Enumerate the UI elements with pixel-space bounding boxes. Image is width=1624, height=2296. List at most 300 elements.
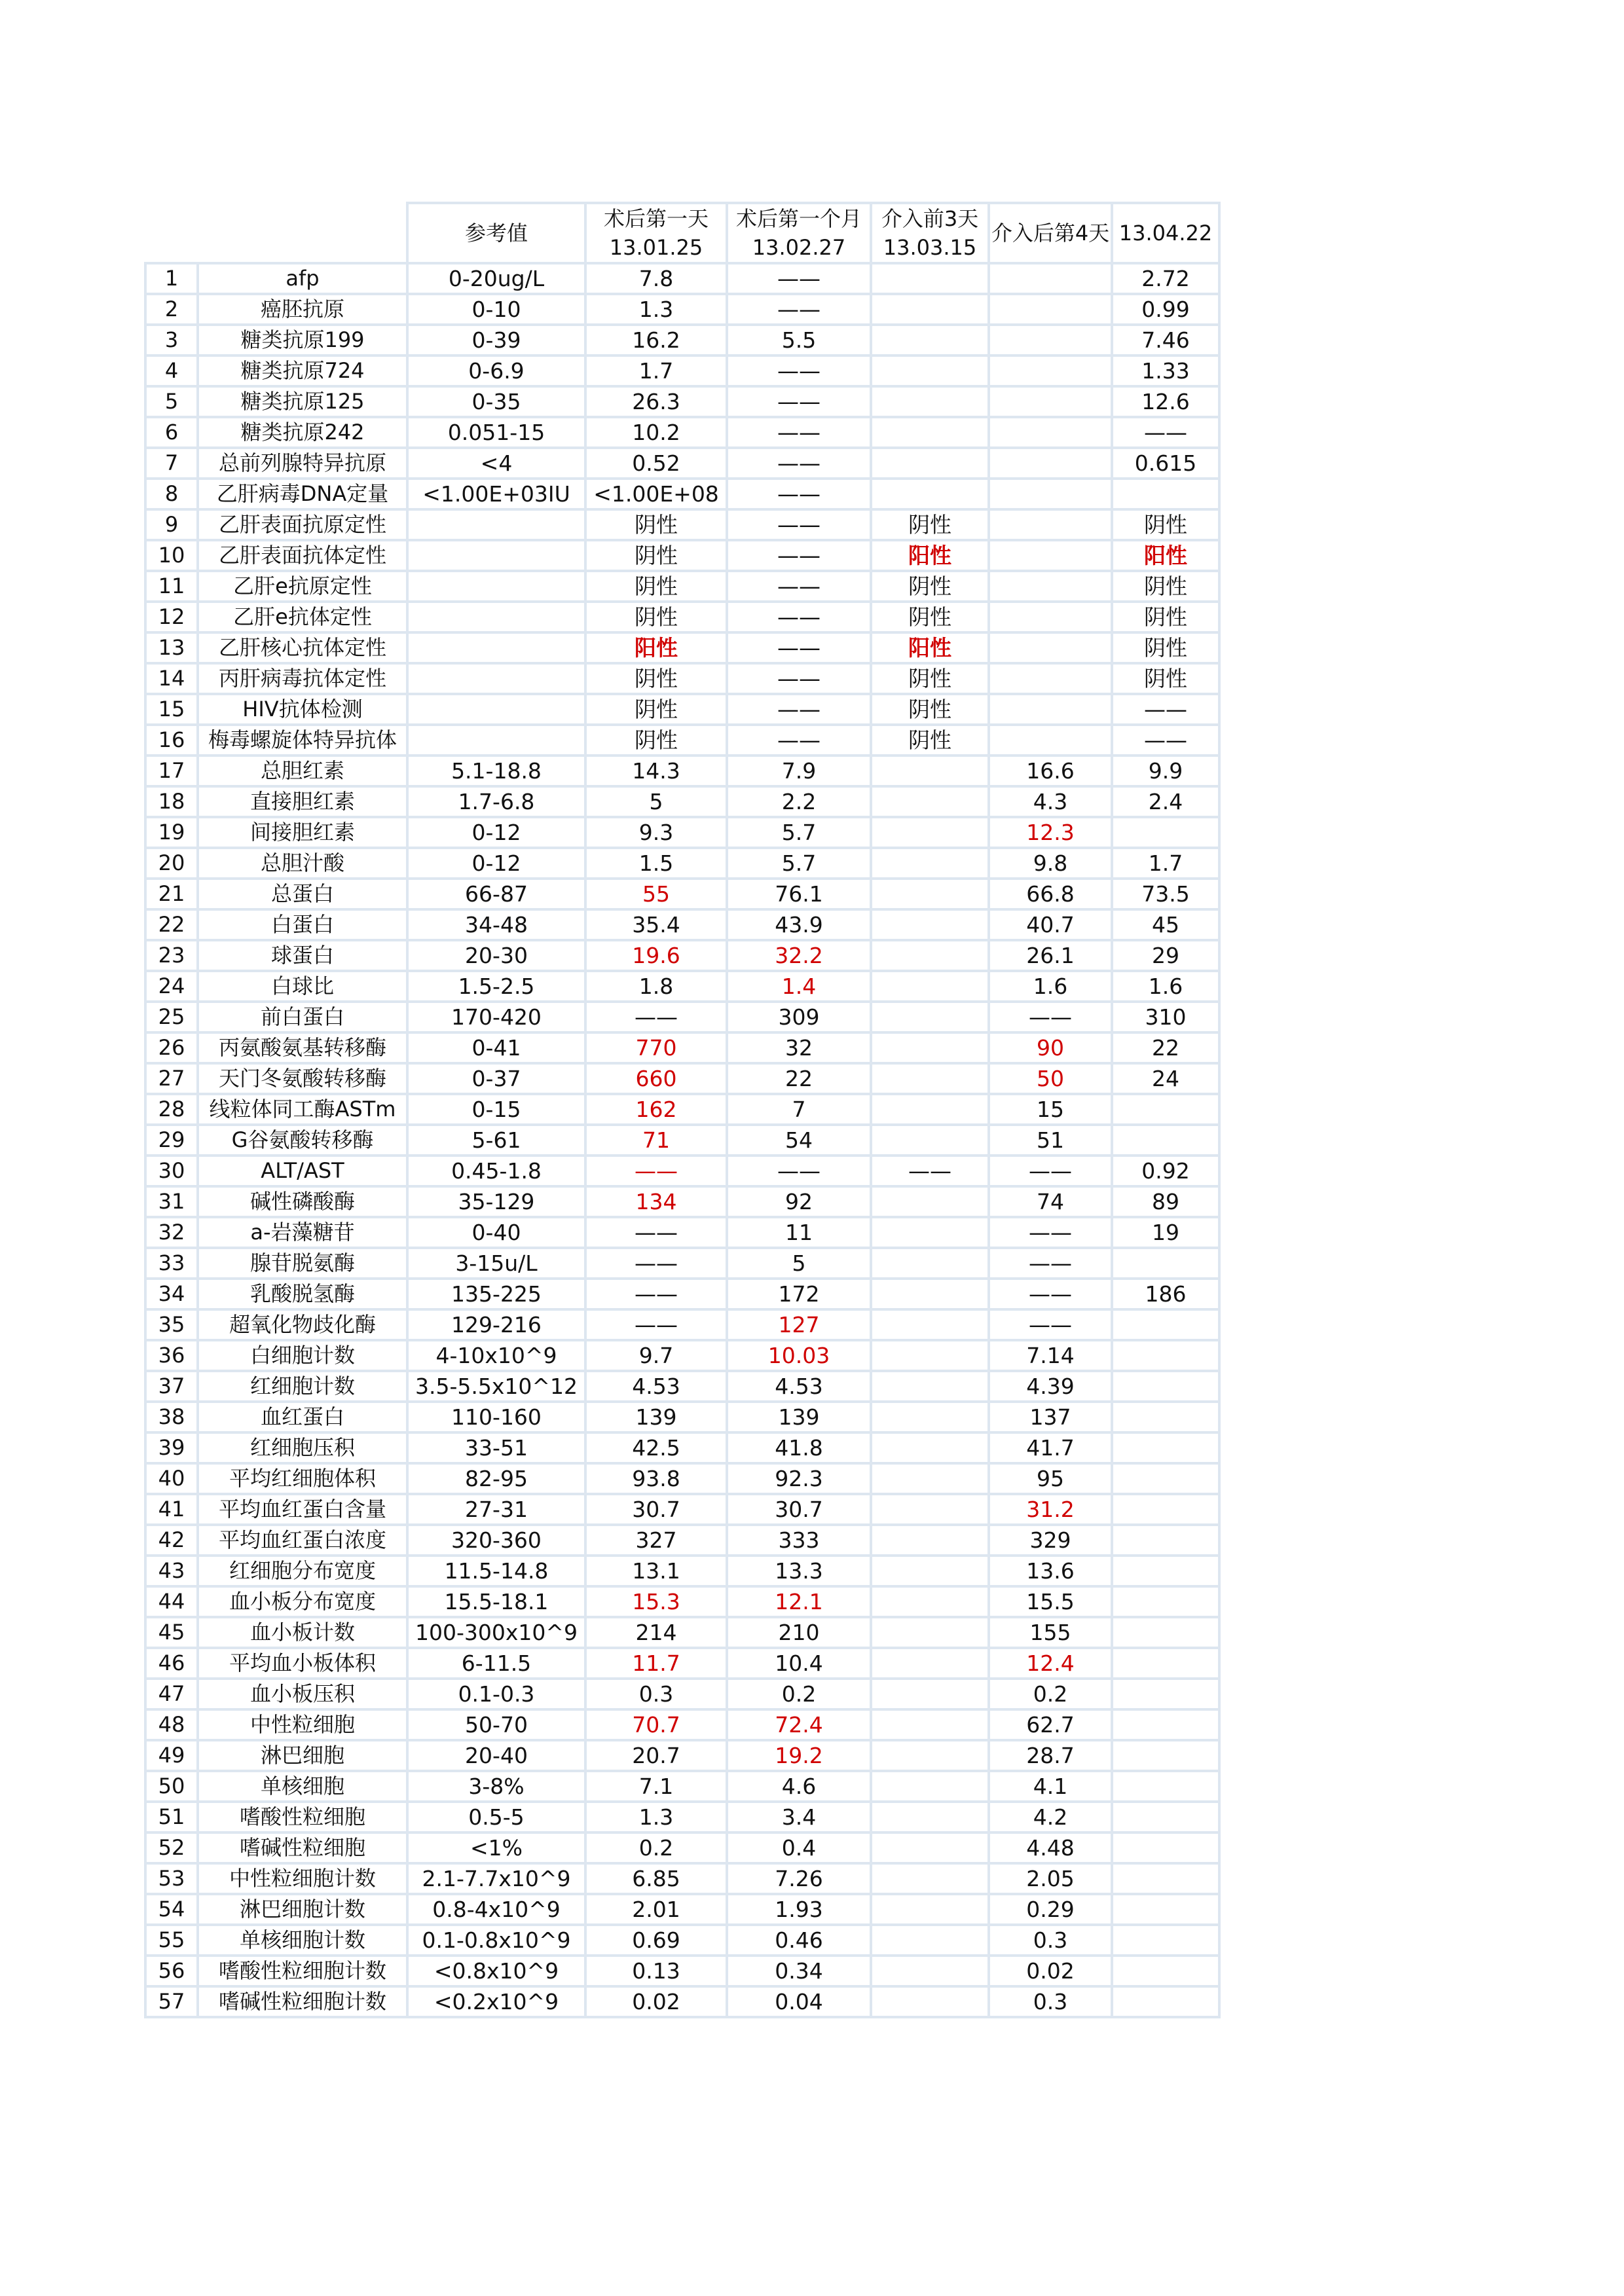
result-value: 327 (584, 1523, 726, 1554)
test-name: 平均血红蛋白含量 (196, 1493, 406, 1523)
result-value (987, 293, 1111, 323)
test-name: ALT/AST (196, 1154, 406, 1185)
table-row (144, 508, 1218, 539)
reference-range: 0-12 (406, 847, 584, 877)
result-value: 7.46 (1111, 323, 1218, 354)
result-value (1111, 1954, 1218, 1985)
result-value: 4.2 (987, 1800, 1111, 1831)
result-value: 阴性 (584, 570, 726, 600)
table-row (144, 1923, 1218, 1954)
result-value: 32 (726, 1031, 870, 1062)
result-value: 41.8 (726, 1431, 870, 1462)
reference-range: 82-95 (406, 1462, 584, 1493)
table-row (144, 385, 1218, 416)
reference-range: 11.5-14.8 (406, 1554, 584, 1585)
result-value: 0.3 (584, 1677, 726, 1708)
result-value: 42.5 (584, 1431, 726, 1462)
row-index: 47 (144, 1677, 196, 1708)
result-value: 1.33 (1111, 354, 1218, 385)
result-value (1111, 477, 1218, 508)
reference-range: 66-87 (406, 877, 584, 908)
result-value: 26.1 (987, 939, 1111, 970)
result-value: 93.8 (584, 1462, 726, 1493)
row-index: 43 (144, 1554, 196, 1585)
table-row (144, 600, 1218, 631)
result-value: 11 (726, 1216, 870, 1247)
reference-range: <1.00E+03IU (406, 477, 584, 508)
table-row (144, 939, 1218, 970)
result-value: —— (726, 508, 870, 539)
result-value: 19 (1111, 1216, 1218, 1247)
result-value (870, 293, 987, 323)
result-value: 40.7 (987, 908, 1111, 939)
row-index: 29 (144, 1123, 196, 1154)
result-value: 0.29 (987, 1893, 1111, 1923)
reference-range: 320-360 (406, 1523, 584, 1554)
row-index: 50 (144, 1770, 196, 1800)
result-value: 35.4 (584, 908, 726, 939)
test-name: 乙肝表面抗原定性 (196, 508, 406, 539)
header-reference: 参考值 (406, 202, 584, 262)
result-value (870, 816, 987, 847)
result-value (1111, 1923, 1218, 1954)
test-name: 红细胞分布宽度 (196, 1554, 406, 1585)
row-index: 17 (144, 754, 196, 785)
test-name: 嗜碱性粒细胞计数 (196, 1985, 406, 2016)
table-row (144, 908, 1218, 939)
result-value: 0.4 (726, 1831, 870, 1862)
result-value: 770 (584, 1031, 726, 1062)
reference-range: 6-11.5 (406, 1647, 584, 1677)
table-header (144, 202, 1218, 262)
reference-range: 50-70 (406, 1708, 584, 1739)
header-row (144, 202, 1218, 262)
result-value (870, 970, 987, 1000)
result-value: 127 (726, 1308, 870, 1339)
result-value: 0.04 (726, 1985, 870, 2016)
result-value (870, 1031, 987, 1062)
result-value: 139 (584, 1400, 726, 1431)
test-name: 糖类抗原242 (196, 416, 406, 446)
row-index: 2 (144, 293, 196, 323)
test-name: 血小板计数 (196, 1616, 406, 1647)
result-value: 阴性 (870, 600, 987, 631)
result-value: 0.615 (1111, 446, 1218, 477)
result-value: 7.14 (987, 1339, 1111, 1370)
reference-range: 100-300x10^9 (406, 1616, 584, 1647)
result-value: 阴性 (584, 508, 726, 539)
row-index: 6 (144, 416, 196, 446)
row-index: 53 (144, 1862, 196, 1893)
result-value: 92 (726, 1185, 870, 1216)
result-value: 4.3 (987, 785, 1111, 816)
result-value: 15.3 (584, 1585, 726, 1616)
table-row (144, 785, 1218, 816)
reference-range: 0-41 (406, 1031, 584, 1062)
result-value: 2.01 (584, 1893, 726, 1923)
result-value: 62.7 (987, 1708, 1111, 1739)
reference-range (406, 723, 584, 754)
result-value (870, 1277, 987, 1308)
result-value: 7.8 (584, 262, 726, 293)
result-value (1111, 1370, 1218, 1400)
row-index: 56 (144, 1954, 196, 1985)
reference-range: 3-8% (406, 1770, 584, 1800)
test-name: 淋巴细胞 (196, 1739, 406, 1770)
result-value: 4.53 (584, 1370, 726, 1400)
table-row (144, 1216, 1218, 1247)
result-value: 阴性 (1111, 631, 1218, 662)
result-value: 阳性 (584, 631, 726, 662)
test-name: 线粒体同工酶ASTm (196, 1093, 406, 1123)
result-value: 11.7 (584, 1647, 726, 1677)
table-row (144, 1493, 1218, 1523)
row-index: 40 (144, 1462, 196, 1493)
test-name: 乙肝表面抗体定性 (196, 539, 406, 570)
header-postop-month1: 术后第一个月 13.02.27 (726, 202, 870, 262)
result-value: 26.3 (584, 385, 726, 416)
result-value (870, 477, 987, 508)
test-name: 丙肝病毒抗体定性 (196, 662, 406, 693)
result-value: 1.4 (726, 970, 870, 1000)
reference-range: 20-40 (406, 1739, 584, 1770)
row-index: 19 (144, 816, 196, 847)
result-value: 0.2 (987, 1677, 1111, 1708)
result-value: —— (870, 1154, 987, 1185)
row-index: 3 (144, 323, 196, 354)
result-value: 29 (1111, 939, 1218, 970)
test-name: 单核细胞计数 (196, 1923, 406, 1954)
reference-range: 35-129 (406, 1185, 584, 1216)
table-row (144, 1062, 1218, 1093)
result-value: 43.9 (726, 908, 870, 939)
result-value: 24 (1111, 1062, 1218, 1093)
result-value (870, 1954, 987, 1985)
result-value: —— (726, 662, 870, 693)
row-index: 4 (144, 354, 196, 385)
reference-range (406, 693, 584, 723)
result-value (870, 1431, 987, 1462)
table-row (144, 1800, 1218, 1831)
result-value: 阳性 (1111, 539, 1218, 570)
table-row (144, 1000, 1218, 1031)
result-value: 0.2 (584, 1831, 726, 1862)
result-value (870, 1000, 987, 1031)
result-value: 5 (726, 1247, 870, 1277)
result-value: 134 (584, 1185, 726, 1216)
table-row (144, 1647, 1218, 1677)
row-index: 5 (144, 385, 196, 416)
table-row (144, 416, 1218, 446)
result-value: —— (1111, 693, 1218, 723)
result-value: 15 (987, 1093, 1111, 1123)
result-value: 5 (584, 785, 726, 816)
reference-range (406, 570, 584, 600)
result-value: 30.7 (726, 1493, 870, 1523)
test-name: 球蛋白 (196, 939, 406, 970)
result-value: 0.92 (1111, 1154, 1218, 1185)
result-value (987, 446, 1111, 477)
result-value: 9.8 (987, 847, 1111, 877)
table-row (144, 723, 1218, 754)
result-value (870, 1093, 987, 1123)
result-value: —— (726, 262, 870, 293)
result-value: 阴性 (1111, 570, 1218, 600)
result-value: 41.7 (987, 1431, 1111, 1462)
row-index: 42 (144, 1523, 196, 1554)
test-name: 总蛋白 (196, 877, 406, 908)
result-value: 0.52 (584, 446, 726, 477)
result-value: 15.5 (987, 1585, 1111, 1616)
result-value (1111, 1739, 1218, 1770)
result-value (870, 1800, 987, 1831)
result-value (1111, 1585, 1218, 1616)
result-value: —— (584, 1277, 726, 1308)
result-value (870, 1831, 987, 1862)
reference-range: 20-30 (406, 939, 584, 970)
result-value (1111, 1893, 1218, 1923)
table-row (144, 323, 1218, 354)
result-value (870, 785, 987, 816)
result-value: —— (726, 354, 870, 385)
result-value (1111, 1339, 1218, 1370)
test-name: 乳酸脱氢酶 (196, 1277, 406, 1308)
table-row (144, 631, 1218, 662)
reference-range: 15.5-18.1 (406, 1585, 584, 1616)
result-value: 4.1 (987, 1770, 1111, 1800)
result-value (870, 1862, 987, 1893)
result-value: 阴性 (584, 600, 726, 631)
result-value: 4.39 (987, 1370, 1111, 1400)
table-row (144, 1739, 1218, 1770)
result-value: 7.9 (726, 754, 870, 785)
result-value: 阴性 (584, 723, 726, 754)
result-value: 5.5 (726, 323, 870, 354)
result-value (1111, 1554, 1218, 1585)
row-index: 26 (144, 1031, 196, 1062)
result-value: 1.93 (726, 1893, 870, 1923)
test-name: 血小板压积 (196, 1677, 406, 1708)
result-value: 4.48 (987, 1831, 1111, 1862)
result-value (1111, 1800, 1218, 1831)
table-row (144, 1554, 1218, 1585)
result-value: —— (726, 539, 870, 570)
result-value: 22 (726, 1062, 870, 1093)
reference-range: 2.1-7.7x10^9 (406, 1862, 584, 1893)
result-value (1111, 1462, 1218, 1493)
result-value: 6.85 (584, 1862, 726, 1893)
row-index: 25 (144, 1000, 196, 1031)
row-index: 38 (144, 1400, 196, 1431)
reference-range: <4 (406, 446, 584, 477)
row-index: 30 (144, 1154, 196, 1185)
row-index: 9 (144, 508, 196, 539)
result-value: 95 (987, 1462, 1111, 1493)
test-name: 乙肝e抗体定性 (196, 600, 406, 631)
result-value: 14.3 (584, 754, 726, 785)
test-name: 超氧化物歧化酶 (196, 1308, 406, 1339)
result-value: 阴性 (584, 662, 726, 693)
reference-range (406, 539, 584, 570)
table-row (144, 1185, 1218, 1216)
test-name: 单核细胞 (196, 1770, 406, 1800)
header-pre-intervention: 介入前3天 13.03.15 (870, 202, 987, 262)
result-value: —— (726, 570, 870, 600)
result-value (1111, 1123, 1218, 1154)
test-name: 淋巴细胞计数 (196, 1893, 406, 1923)
result-value: 0.3 (987, 1923, 1111, 1954)
result-value: 13.3 (726, 1554, 870, 1585)
result-value (870, 1585, 987, 1616)
test-name: 总胆红素 (196, 754, 406, 785)
result-value: 329 (987, 1523, 1111, 1554)
reference-range: 5.1-18.8 (406, 754, 584, 785)
result-value: —— (726, 477, 870, 508)
result-value (870, 1523, 987, 1554)
table-row (144, 1985, 1218, 2016)
result-value: —— (726, 1154, 870, 1185)
result-value (870, 262, 987, 293)
result-value: 660 (584, 1062, 726, 1093)
row-index: 15 (144, 693, 196, 723)
result-value: —— (987, 1247, 1111, 1277)
result-value: 7 (726, 1093, 870, 1123)
test-name: 红细胞计数 (196, 1370, 406, 1400)
row-index: 22 (144, 908, 196, 939)
lab-results-table (144, 202, 1221, 2018)
test-name: 白细胞计数 (196, 1339, 406, 1370)
result-value: 阴性 (1111, 662, 1218, 693)
table-row (144, 754, 1218, 785)
test-name: 中性粒细胞 (196, 1708, 406, 1739)
reference-range (406, 662, 584, 693)
result-value: —— (584, 1247, 726, 1277)
table-row (144, 1893, 1218, 1923)
result-value (987, 354, 1111, 385)
result-value: 12.3 (987, 816, 1111, 847)
result-value: 51 (987, 1123, 1111, 1154)
test-name: 总胆汁酸 (196, 847, 406, 877)
reference-range: 0-12 (406, 816, 584, 847)
result-value (870, 1739, 987, 1770)
result-value (870, 1370, 987, 1400)
test-name: 平均红细胞体积 (196, 1462, 406, 1493)
table-row (144, 1523, 1218, 1554)
result-value: 1.3 (584, 1800, 726, 1831)
table-row (144, 1370, 1218, 1400)
result-value: 214 (584, 1616, 726, 1647)
result-value: 45 (1111, 908, 1218, 939)
result-value: 71 (584, 1123, 726, 1154)
result-value: 19.6 (584, 939, 726, 970)
result-value: 阴性 (870, 693, 987, 723)
reference-range: 170-420 (406, 1000, 584, 1031)
table-row (144, 354, 1218, 385)
result-value: 7.26 (726, 1862, 870, 1893)
test-name: 直接胆红素 (196, 785, 406, 816)
result-value: 1.3 (584, 293, 726, 323)
result-value: 30.7 (584, 1493, 726, 1523)
result-value: 22 (1111, 1031, 1218, 1062)
table-row (144, 816, 1218, 847)
result-value: 89 (1111, 1185, 1218, 1216)
reference-range: 0-6.9 (406, 354, 584, 385)
table-row (144, 1308, 1218, 1339)
reference-range: 27-31 (406, 1493, 584, 1523)
result-value (870, 1400, 987, 1431)
row-index: 54 (144, 1893, 196, 1923)
result-value: 10.03 (726, 1339, 870, 1370)
row-index: 52 (144, 1831, 196, 1862)
row-index: 7 (144, 446, 196, 477)
result-value: —— (726, 416, 870, 446)
table-row (144, 1400, 1218, 1431)
test-name: 嗜碱性粒细胞 (196, 1831, 406, 1862)
reference-range: 1.5-2.5 (406, 970, 584, 1000)
row-index: 44 (144, 1585, 196, 1616)
result-value: 137 (987, 1400, 1111, 1431)
result-value: —— (584, 1154, 726, 1185)
table-row (144, 477, 1218, 508)
table-row (144, 1954, 1218, 1985)
row-index: 16 (144, 723, 196, 754)
test-name: 腺苷脱氨酶 (196, 1247, 406, 1277)
test-name: 中性粒细胞计数 (196, 1862, 406, 1893)
header-post-intervention: 介入后第4天 (987, 202, 1111, 262)
result-value (870, 1923, 987, 1954)
result-value: —— (726, 293, 870, 323)
row-index: 23 (144, 939, 196, 970)
result-value: 阳性 (870, 539, 987, 570)
result-value: 139 (726, 1400, 870, 1431)
row-index: 20 (144, 847, 196, 877)
row-index: 14 (144, 662, 196, 693)
row-index: 33 (144, 1247, 196, 1277)
test-name: 间接胆红素 (196, 816, 406, 847)
test-name: afp (196, 262, 406, 293)
table-row (144, 1677, 1218, 1708)
result-value: <1.00E+08 (584, 477, 726, 508)
result-value: 92.3 (726, 1462, 870, 1493)
result-value: —— (584, 1216, 726, 1247)
result-value (1111, 1093, 1218, 1123)
result-value (1111, 1677, 1218, 1708)
row-index: 8 (144, 477, 196, 508)
result-value: 1.7 (1111, 847, 1218, 877)
result-value (987, 262, 1111, 293)
row-index: 21 (144, 877, 196, 908)
test-name: 嗜酸性粒细胞 (196, 1800, 406, 1831)
result-value (987, 662, 1111, 693)
result-value: 9.7 (584, 1339, 726, 1370)
reference-range: 33-51 (406, 1431, 584, 1462)
result-value (870, 754, 987, 785)
row-index: 18 (144, 785, 196, 816)
result-value: 阴性 (870, 723, 987, 754)
test-name: 糖类抗原125 (196, 385, 406, 416)
result-value (870, 847, 987, 877)
table-row (144, 662, 1218, 693)
result-value (987, 477, 1111, 508)
table-row (144, 446, 1218, 477)
test-name: 乙肝核心抗体定性 (196, 631, 406, 662)
test-name: 血红蛋白 (196, 1400, 406, 1431)
test-name: 天门冬氨酸转移酶 (196, 1062, 406, 1093)
result-value: 5.7 (726, 847, 870, 877)
table-row (144, 847, 1218, 877)
result-value: 186 (1111, 1277, 1218, 1308)
result-value: 10.2 (584, 416, 726, 446)
